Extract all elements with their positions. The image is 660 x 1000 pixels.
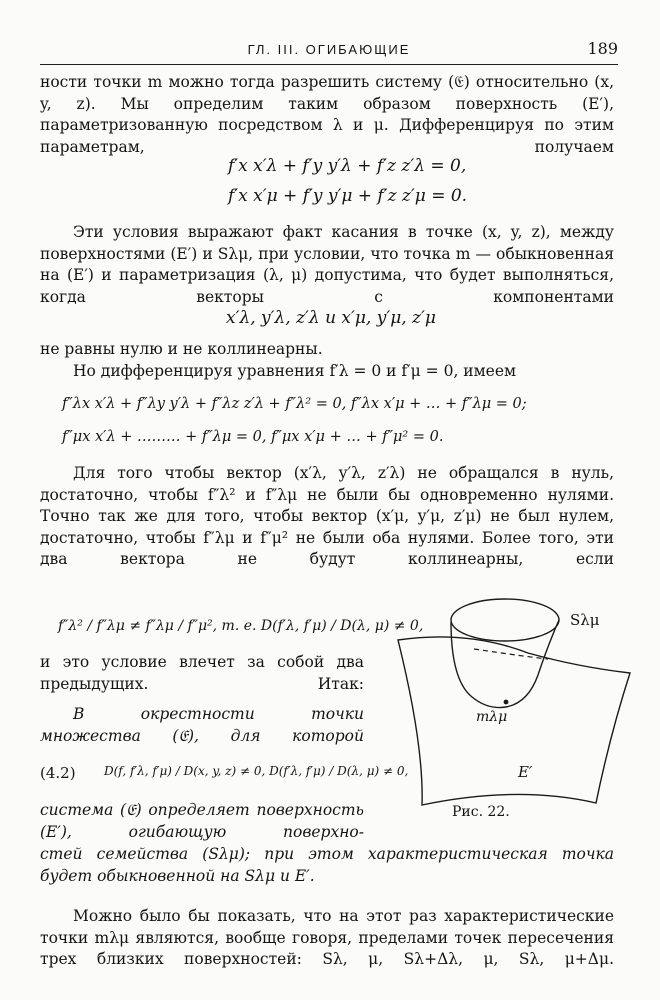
envelope-surface [398,637,630,805]
tangency-point [504,700,509,705]
page-number: 189 [587,39,618,58]
label-envelope: E′ [518,763,533,781]
cup-body [451,620,559,708]
running-header [40,38,618,65]
equation-number: (4.2) [40,764,76,782]
figure-caption: Рис. 22. [452,804,510,820]
paragraph-9: Можно было бы показать, что на этот раз характеристические точки mλμ являются, вообще говоря, пределами точек пересечения трех близких поверхностей: Sλ, μ, Sλ+Δλ, μ, Sλ, μ+Δμ. [40,907,614,968]
formula-jacobians: D(f, f′λ, f′μ) / D(x, y, z) ≠ 0, D(f′λ, f′μ) / D(λ, μ) ≠ 0, [104,764,409,778]
theorem-end: стей семейства (Sλμ); при этом характеристическая точка будет обыкновенной на Sλμ и E′. [40,845,614,885]
label-point: mλμ [476,709,508,725]
figure-22 [378,585,632,825]
paragraph-3: не равны нулю и не коллинеарны. [40,340,323,358]
paragraph-2: Эти условия выражают факт касания в точке (x, y, z), между поверхностями (E′) и Sλμ, при условии, что точка m — обыкновенная на (E′) и параметризация (λ, μ) допустима, что будет выполняться, когда векторы с компонентами [40,223,614,306]
hidden-edge [474,649,548,659]
formula-ratio: f″λ² / f″λμ ≠ f″λμ / f″μ², т. е. D(f′λ, f′μ) / D(λ, μ) ≠ 0, [58,618,424,634]
paragraph-6: и это условие влечет за собой два предыдущих. Итак: [40,653,364,693]
formula-f2: f′x x′μ + f′y y′μ + f′z z′μ = 0. [228,186,468,206]
paragraph-5: Для того чтобы вектор (x′λ, y′λ, z′λ) не обращался в нуль, достаточно, чтобы f″λ² и f″λμ не были бы одновременно нулями. Точно так же для того, чтобы вектор (x′μ, y′μ, z′μ) не был нулем, достаточно, чтобы f″λμ и f″μ² не были оба нулями. Более того, эти два вектора не будут коллинеарны, если [40,464,614,568]
formula-f1: f′x x′λ + f′y y′λ + f′z z′λ = 0, [228,156,467,176]
theorem-continued: система (𝔈) определяет поверхность (E′), огибающую поверхно- [40,801,364,841]
formula-vectors: x′λ, y′λ, z′λ и x′μ, y′μ, z′μ [226,308,436,328]
theorem-start: В окрестности точки множества (𝔈), для которой [40,705,364,745]
cup-rim [451,599,559,641]
chapter-title: ГЛ. III. ОГИБАЮЩИЕ [247,42,411,57]
formula-f3: f″λx x′λ + f″λy y′λ + f″λz z′λ + f″λ² = 0, f″λx x′μ + … + f″λμ = 0; [62,396,527,412]
formula-f4: f″μx x′λ + ……… + f″λμ = 0, f″μx x′μ + … + f″μ² = 0. [62,429,444,445]
label-surface: Sλμ [570,611,600,629]
paragraph-1: ности точки m можно тогда разрешить систему (𝔈) относительно (x, y, z). Мы определим таким образом поверхность (E′), параметризованную посредством λ и μ. Дифференцируя по этим параметрам, получаем [40,73,614,156]
paragraph-4: Но дифференцируя уравнения f′λ = 0 и f′μ = 0, имеем [73,362,517,380]
